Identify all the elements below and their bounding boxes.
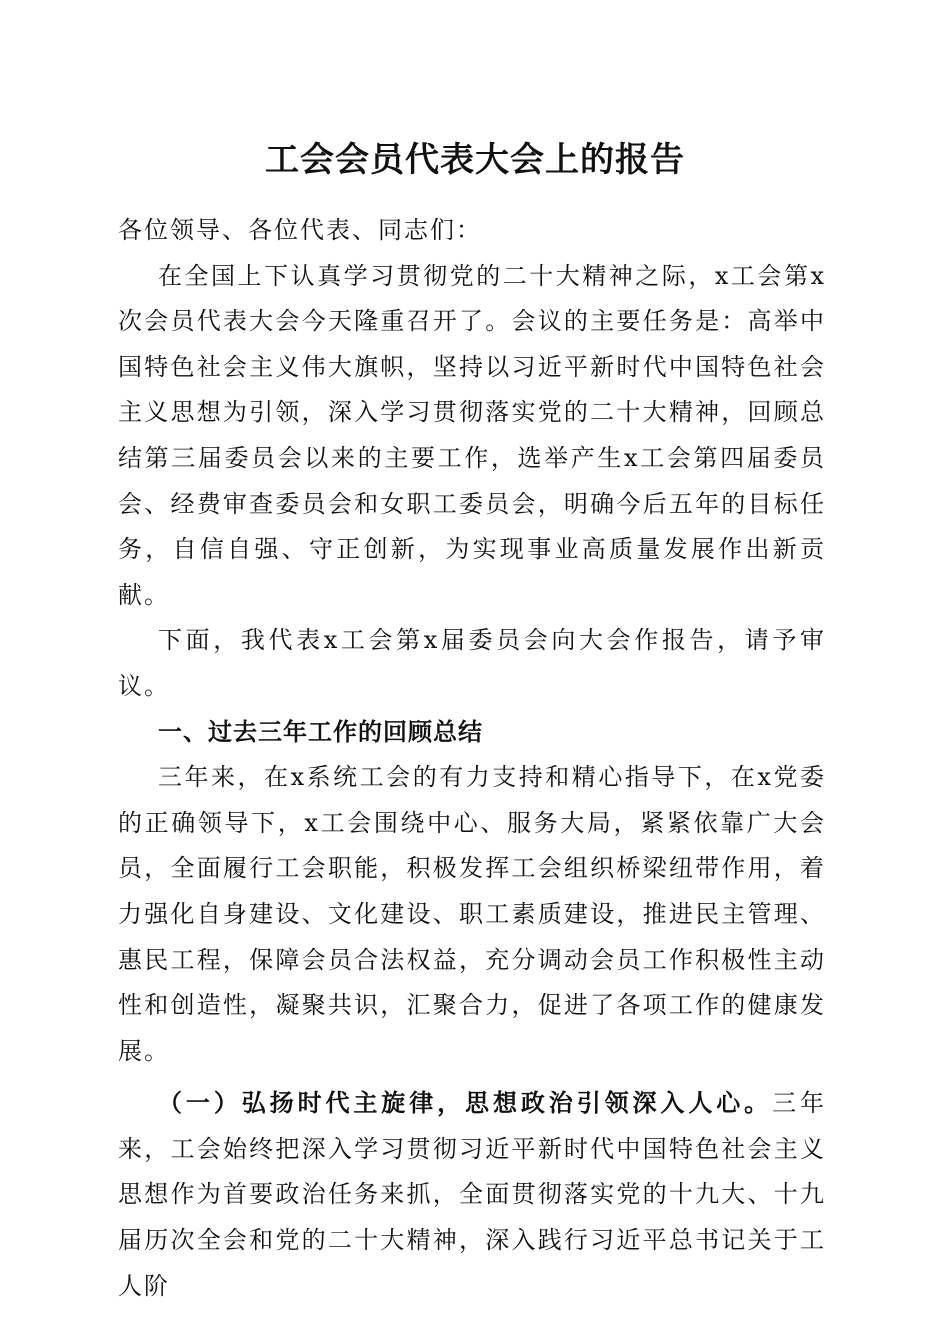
- salutation: 各位领导、各位代表、同志们：: [118, 216, 482, 244]
- subsection-body: 三年来，工会始终把深入学习贯彻习近平新时代中国特色社会主义思想作为首要政治任务来抓，全面贯彻落实党的十九大、十九届历次全会和党的二十大精神，深入践行习近平总书记关于工人阶: [118, 1089, 827, 1300]
- report-intro-paragraph: 下面，我代表x工会第x届委员会向大会作报告，请予审议。: [118, 626, 826, 700]
- subsection-heading: （一）弘扬时代主旋律，思想政治引领深入人心。: [158, 1088, 773, 1118]
- document-title: 工会会员代表大会上的报告: [265, 140, 685, 180]
- document-body: [118, 208, 826, 1309]
- intro-paragraph: 在全国上下认真学习贯彻党的二十大精神之际，x工会第x次会员代表大会今天隆重召开了。会议的主要任务是：高举中国特色社会主义伟大旗帜，坚持以习近平新时代中国特色社会主义思想为引领，深入学习贯彻落实党的二十大精神，回顾总结第三届委员会以来的主要工作，选举产生x工会第四届委员会、经费审查委员会和女职工委员会，明确今后五年的目标任务，自信自强、守正创新，为实现事业高质量发展作出新贡献。: [118, 261, 826, 609]
- subsection-paragraph: [118, 1080, 826, 1309]
- section-heading: 一、过去三年工作的回顾总结: [158, 717, 483, 746]
- section-body-paragraph: 三年来，在x系统工会的有力支持和精心指导下，在x党委的正确领导下，x工会围绕中心、服务大局，紧紧依靠广大会员，全面履行工会职能，积极发挥工会组织桥梁纽带作用，着力强化自身建设、文化建设、职工素质建设，推进民主管理、惠民工程，保障会员合法权益，充分调动会员工作积极性主动性和创造性，凝聚共识，汇聚合力，促进了各项工作的健康发展。: [118, 763, 826, 1065]
